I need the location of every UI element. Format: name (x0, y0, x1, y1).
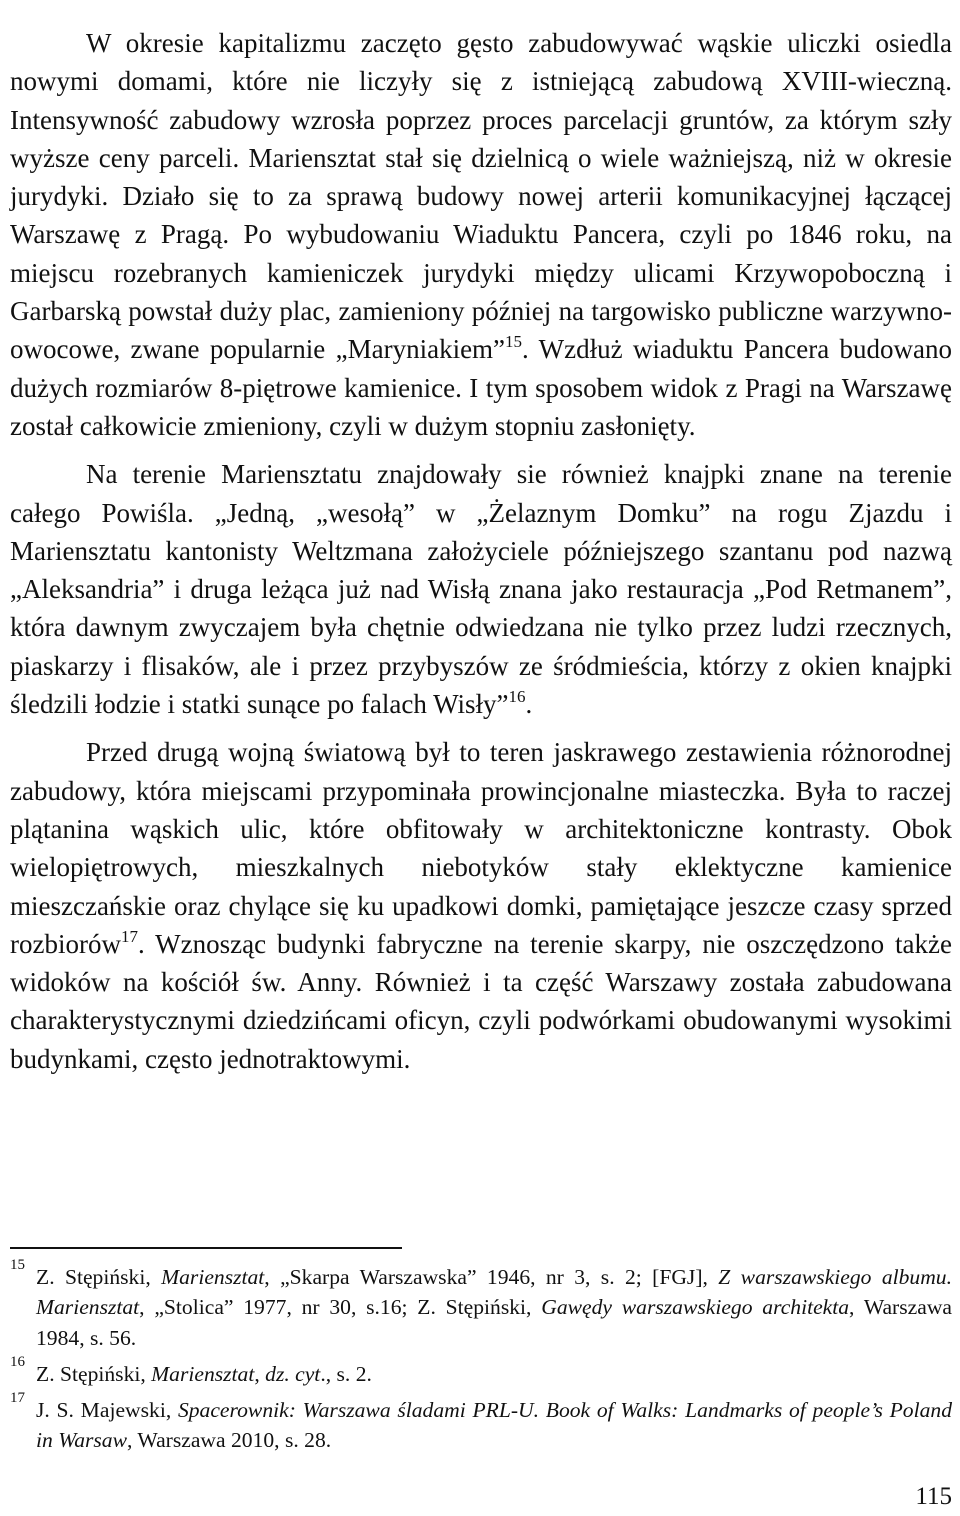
footnote-title: Gawędy warszawskiego architekta (541, 1295, 850, 1320)
footnote-text: Z. Stępiński, (36, 1265, 162, 1289)
footnote-title: Mariensztat (151, 1361, 255, 1386)
footnote-separator (10, 1247, 402, 1249)
footnote-text: , „Skarpa Warszawska” 1946, nr 3, s. 2; [FGJ], (264, 1265, 719, 1289)
paragraph-text: Przed drugą wojną światową był to teren jaskrawego zestawienia różnorodnej zabudowy, która miejscami przypominała prowincjonalne miasteczka. Była to raczej plątanina wąskich ulic, które obfitowały w architektoniczne kontrasty. Obok wielopiętrowych, mieszkalnych niebotyków stały eklektyczne kamienice mieszczańskie oraz chylące się ku upadkowi domki, pamiętające jeszcze czasy sprzed rozbiorów (10, 737, 952, 959)
footnote-title: Spacerownik: Warszawa śladami PRL-U. Book of Walks: Landmarks of people’s Poland in Warsaw (36, 1398, 952, 1453)
paragraph-text: Na terenie Mariensztatu znajdowały sie również knajpki znane na terenie całego Powiśla. „Jedną, „wesołą” w „Żelaznym Domku” na rogu Zjazdu i Mariensztatu kantonisty Weltzmana założyciele późniejszego szantanu pod nazwą „Aleksandria” i druga leżąca już nad Wisłą znana jako restauracja „Pod Retmanem”, która dawnym zwyczajem była chętnie odwiedzana nie tylko przez ludzi rzecznych, piaskarzy i flisaków, ale i przez przybyszów ze śródmieścia, którzy z okien knajpki śledzili łodzie i statki sunące po falach Wisły” (10, 459, 952, 720)
footnote-abbreviation: dz. cyt (265, 1361, 321, 1386)
footnote-title: Z warszawskiego albumu. Mariensztat (36, 1265, 953, 1320)
paragraph (10, 733, 952, 1078)
footnotes (10, 1257, 953, 1462)
footnote-reference[interactable]: 16 (508, 687, 526, 707)
paragraph-text: . (525, 689, 533, 720)
footnote-text: J. S. Majewski, (36, 1398, 178, 1423)
page-body (10, 24, 952, 1078)
footnote-text: , (254, 1361, 266, 1386)
paragraph (10, 24, 952, 445)
footnote-text: , „Stolica” 1977, nr 30, s.16; Z. Stępiński, (139, 1295, 542, 1320)
footnote (10, 1390, 952, 1456)
footnote-reference[interactable]: 15 (505, 332, 523, 352)
paragraph (10, 455, 952, 723)
footnote-number: 15 (10, 1257, 25, 1273)
footnote-text: ., s. 2. (320, 1361, 372, 1386)
footnote-title: Mariensztat (161, 1265, 265, 1289)
paragraph-text: . Wznosząc budynki fabryczne na terenie skarpy, nie oszczędzono także widoków na kościół św. Anny. Również i ta część Warszawy została zabudowana charakterystycznymi dziedzińcami oficyn, czyli podwórkami obudowanymi wysokimi budynkami, często jednotraktowymi. (10, 928, 952, 1074)
paragraph-text: W okresie kapitalizmu zaczęto gęsto zabudowywać wąskie uliczki osiedla nowymi domami, które nie liczyły się z istniejącą zabudową XVIII-wieczną. Intensywność zabudowy wzrosła poprzez proces parcelacji gruntów, za którym szły wyższe ceny parceli. Mariensztat stał się dzielnicą o wiele ważniejszą, niż w okresie jurydyki. Działo się to za sprawą budowy nowej arterii komunikacyjnej łączącej Warszawę z Pragą. Po wybudowaniu Wiaduktu Pancera, czyli po 1846 roku, na miejscu rozebranych kamieniczek jurydyki między ulicami Krzywopoboczną i Garbarską powstał duży plac, zamieniony później na targowisko publiczne warzywno-owocowe, zwane popularnie „Maryniakiem” (10, 28, 952, 365)
footnote (10, 1257, 953, 1353)
footnote-text: , Warszawa 1984, s. 56. (36, 1295, 953, 1350)
footnote-text: Z. Stępiński, (36, 1361, 152, 1386)
footnote-number: 16 (10, 1353, 25, 1370)
footnote-number: 17 (10, 1390, 25, 1407)
paragraph-text: . Wzdłuż wiaduktu Pancera budowano dużych rozmiarów 8-piętrowe kamienice. I tym sposobem widok z Pragi na Warszawę został całkowicie zmieniony, czyli w dużym stopniu zasłonięty. (10, 334, 952, 441)
footnote-reference[interactable]: 17 (120, 926, 138, 946)
page-number: 115 (915, 1483, 952, 1510)
footnote-text: , Warszawa 2010, s. 28. (127, 1428, 332, 1453)
footnote (10, 1353, 952, 1389)
